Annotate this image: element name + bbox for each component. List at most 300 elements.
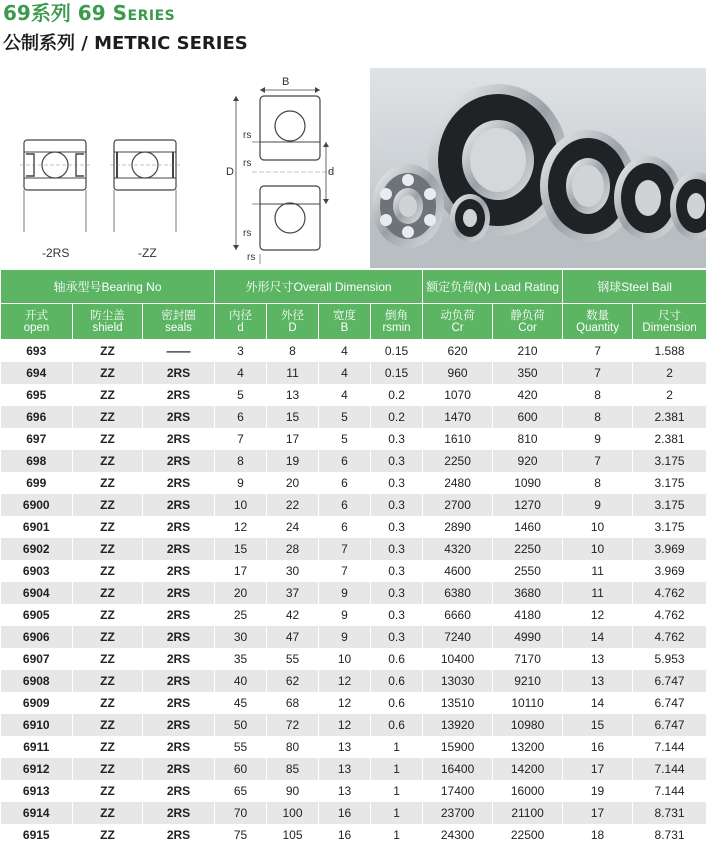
table-row [1,406,706,428]
table-cell: 697 [1,428,73,450]
table-cell: 17 [563,758,633,780]
table-cell: 2RS [143,362,215,384]
table-row [1,362,706,384]
table-cell: 7170 [493,648,563,670]
column-header-en: Dimension [642,321,697,334]
table-cell: ZZ [73,736,143,758]
table-cell: 16 [563,736,633,758]
title-series-word: Series [112,1,176,25]
table-cell: 12 [215,516,267,538]
table-cell: 810 [493,428,563,450]
table-cell: 14200 [493,758,563,780]
table-cell: 0.3 [371,494,423,516]
header-overall-dimension: 外形尺寸Overall Dimension [215,270,423,304]
table-cell: 1610 [423,428,493,450]
table-cell: 2RS [143,780,215,802]
table-cell: 2RS [143,538,215,560]
table-row [1,648,706,670]
page-subtitle: 公制系列 / METRIC SERIES [3,33,248,54]
table-cell: 3.969 [633,560,706,582]
label-2rs: -2RS [42,246,70,260]
table-cell: 17 [563,802,633,824]
table-cell: 5 [319,406,371,428]
table-cell: ZZ [73,692,143,714]
column-header-cn: 开式 [25,309,48,322]
table-cell: 30 [267,560,319,582]
column-header-b [319,304,371,340]
table-cell: 13920 [423,714,493,736]
table-cell: 0.3 [371,604,423,626]
table-cell: 420 [493,384,563,406]
table-cell: ZZ [73,450,143,472]
table-cell: ZZ [73,494,143,516]
column-header-en: Quantity [576,321,619,334]
table-cell: 2250 [493,538,563,560]
bearing-open [372,164,444,248]
table-cell: 1090 [493,472,563,494]
table-cell: 60 [215,758,267,780]
table-cell: 4990 [493,626,563,648]
bearing-zz-drawing [108,132,184,240]
table-cell: 25 [215,604,267,626]
bearing-spec-table [0,269,706,846]
table-cell: 2890 [423,516,493,538]
table-cell: 10 [563,538,633,560]
table-cell: 11 [563,560,633,582]
column-header-rsmin [371,304,423,340]
table-cell: 0.6 [371,714,423,736]
column-header-cor [493,304,563,340]
table-cell: 80 [267,736,319,758]
table-cell: ZZ [73,626,143,648]
table-row [1,604,706,626]
table-cell: 24300 [423,824,493,846]
table-cell: 4.762 [633,582,706,604]
table-cell: 1470 [423,406,493,428]
table-cell: ZZ [73,406,143,428]
table-row [1,582,706,604]
table-cell: ZZ [73,604,143,626]
table-cell: 14 [563,626,633,648]
table-cell: 2RS [143,406,215,428]
table-row [1,692,706,714]
table-cell: 37 [267,582,319,604]
table-cell: 3.175 [633,516,706,538]
table-cell: 0.6 [371,670,423,692]
table-cell: 2RS [143,736,215,758]
table-cell: 0.3 [371,538,423,560]
table-cell: 7240 [423,626,493,648]
table-cell: 100 [267,802,319,824]
table-cell: 15 [267,406,319,428]
table-cell: 13510 [423,692,493,714]
table-cell: 16 [319,802,371,824]
table-cell: 19 [267,450,319,472]
table-cell: 350 [493,362,563,384]
table-cell: 6912 [1,758,73,780]
table-cell: 2RS [143,604,215,626]
table-cell: 10110 [493,692,563,714]
table-body [1,340,706,847]
table-cell: 6906 [1,626,73,648]
table-cell: 70 [215,802,267,824]
table-cell: 2RS [143,428,215,450]
table-cell: ZZ [73,802,143,824]
table-cell: 13 [267,384,319,406]
table-cell: 7.144 [633,780,706,802]
column-header-cn: 动负荷 [440,309,475,322]
table-cell: 6911 [1,736,73,758]
table-cell: 17400 [423,780,493,802]
table-cell: 10980 [493,714,563,736]
table-cell: 13 [319,758,371,780]
table-cell: 0.3 [371,428,423,450]
table-cell: 0.2 [371,406,423,428]
column-header-cn: 内径 [229,309,253,322]
table-cell: 600 [493,406,563,428]
table-cell: 7 [563,450,633,472]
table-cell: 2.381 [633,428,706,450]
table-cell: 2RS [143,472,215,494]
table-cell: 62 [267,670,319,692]
column-header-en: open [23,321,50,334]
column-header-d [267,304,319,340]
table-cell: 699 [1,472,73,494]
table-row [1,472,706,494]
table-cell: 105 [267,824,319,846]
table-cell: 8 [563,384,633,406]
table-cell: 6913 [1,780,73,802]
table-cell: 4 [215,362,267,384]
column-header-en: D [288,321,297,334]
table-cell: 6902 [1,538,73,560]
table-cell: 6380 [423,582,493,604]
column-header-cn: 静负荷 [510,309,545,322]
dim-d-inner-label: d [328,166,335,178]
table-cell: 6.747 [633,692,706,714]
table-cell: 12 [319,670,371,692]
table-cell: 4.762 [633,626,706,648]
table-cell: 2RS [143,758,215,780]
table-cell: 23700 [423,802,493,824]
table-cell: 8 [563,472,633,494]
column-header-dimension [633,304,706,340]
table-cell: 6904 [1,582,73,604]
table-cell: 8.731 [633,802,706,824]
table-cell: 2RS [143,692,215,714]
table-cell: 4600 [423,560,493,582]
table-cell: 30 [215,626,267,648]
column-header-en: Cor [518,321,537,334]
table-cell: 3.175 [633,494,706,516]
table-cell: 13 [319,780,371,802]
column-header-cn: 防尘盖 [90,309,125,322]
table-cell: 6914 [1,802,73,824]
table-row [1,516,706,538]
table-cell: 1 [371,824,423,846]
table-cell: 4320 [423,538,493,560]
table-row [1,340,706,363]
table-cell: 55 [215,736,267,758]
table-cell: 18 [563,824,633,846]
table-cell: 5 [319,428,371,450]
table-row [1,670,706,692]
table-cell: 47 [267,626,319,648]
table-row [1,626,706,648]
table-cell: 6908 [1,670,73,692]
table-cell: ZZ [73,714,143,736]
label-zz: -ZZ [138,246,157,260]
table-cell: 4 [319,340,371,363]
table-cell: 10 [563,516,633,538]
table-cell: ZZ [73,758,143,780]
table-cell: 5 [215,384,267,406]
table-cell: 2RS [143,516,215,538]
table-cell: 2RS [143,626,215,648]
column-header-en: d [237,321,244,334]
table-row [1,780,706,802]
table-cell: 7 [563,362,633,384]
table-cell: 42 [267,604,319,626]
table-cell: 6 [319,516,371,538]
column-header-seals [143,304,215,340]
table-cell: 2550 [493,560,563,582]
table-cell: 7 [319,560,371,582]
column-header-en: shield [92,321,123,334]
bearing-2rs-drawing [18,132,94,240]
table-cell: ZZ [73,780,143,802]
table-cell: 6903 [1,560,73,582]
table-cell: ZZ [73,670,143,692]
column-header-cn: 倒角 [385,309,409,322]
column-header-en: Cr [451,321,464,334]
table-cell: 1270 [493,494,563,516]
table-cell: 17 [215,560,267,582]
table-cell: 9 [319,582,371,604]
table-cell: 2RS [143,802,215,824]
table-cell: 22 [267,494,319,516]
header-load-rating: 额定负荷(N) Load Rating [423,270,563,304]
dim-rs-label-4: rs [247,252,256,263]
table-cell: 8 [267,340,319,363]
table-cell: 2250 [423,450,493,472]
table-cell: 7 [563,340,633,363]
table-cell: 1 [371,758,423,780]
table-cell: 6 [215,406,267,428]
header-steel-ball: 钢球Steel Ball [563,270,706,304]
table-cell: 2RS [143,560,215,582]
column-header-cn: 宽度 [333,309,357,322]
bearings-photo [370,68,706,268]
column-header-cn: 尺寸 [658,309,682,322]
column-header-d [215,304,267,340]
table-cell: 19 [563,780,633,802]
table-cell: 4 [319,384,371,406]
table-cell: 2 [633,384,706,406]
table-cell: 7.144 [633,758,706,780]
table-cell: ZZ [73,648,143,670]
table-cell: 0.15 [371,362,423,384]
table-cell: 2RS [143,582,215,604]
table-cell: 72 [267,714,319,736]
table-row [1,538,706,560]
table-cell: ZZ [73,516,143,538]
table-cell: ZZ [73,538,143,560]
table-cell: 3.175 [633,472,706,494]
column-header-cn: 密封圈 [161,309,196,322]
title-series: 69系列 69 [3,1,106,25]
table-cell: 6.747 [633,670,706,692]
table-row [1,494,706,516]
table-cell: 1 [371,802,423,824]
table-cell: 12 [319,714,371,736]
table-cell: 28 [267,538,319,560]
table-cell: 6910 [1,714,73,736]
table-cell: 0.3 [371,516,423,538]
table-cell: 698 [1,450,73,472]
dim-rs-label-1: rs [243,130,252,141]
table-cell: 5.953 [633,648,706,670]
table-row [1,736,706,758]
table-row [1,560,706,582]
table-cell: 2480 [423,472,493,494]
table-cell: 2RS [143,384,215,406]
table-cell: 21100 [493,802,563,824]
table-cell: 4.762 [633,604,706,626]
table-row [1,714,706,736]
table-cell: 9 [563,428,633,450]
column-header-row [1,304,706,340]
table-cell: 1.588 [633,340,706,363]
table-cell: 2RS [143,714,215,736]
table-cell: ZZ [73,582,143,604]
table-cell: 9 [319,626,371,648]
table-cell: 8 [563,406,633,428]
table-cell: 7 [215,428,267,450]
table-cell: 55 [267,648,319,670]
column-header-en: seals [165,321,192,334]
table-cell: 17 [267,428,319,450]
table-cell: 3680 [493,582,563,604]
table-cell: 50 [215,714,267,736]
table-cell: 0.15 [371,340,423,363]
table-cell: 22500 [493,824,563,846]
page-title [3,0,175,26]
table-cell: 40 [215,670,267,692]
table-cell: 6909 [1,692,73,714]
table-cell: ZZ [73,560,143,582]
table-cell: 13200 [493,736,563,758]
table-cell: 0.6 [371,648,423,670]
dim-b-label: B [282,76,290,88]
table-cell: ZZ [73,384,143,406]
table-cell: 920 [493,450,563,472]
column-header-quantity [563,304,633,340]
table-cell: 2RS [143,648,215,670]
table-cell: 6900 [1,494,73,516]
table-cell: 0.3 [371,560,423,582]
table-cell: 11 [563,582,633,604]
table-cell: 9 [319,604,371,626]
table-cell: ZZ [73,824,143,846]
table-cell: 695 [1,384,73,406]
dim-d-outer-label: D [226,166,234,178]
table-cell: 6907 [1,648,73,670]
table-cell: 13 [563,648,633,670]
table-cell: 90 [267,780,319,802]
table-cell: 693 [1,340,73,363]
table-cell: 75 [215,824,267,846]
table-cell: 4180 [493,604,563,626]
table-cell: ZZ [73,428,143,450]
table-cell: 13 [563,670,633,692]
table-cell: 2RS [143,494,215,516]
table-cell: ZZ [73,362,143,384]
table-cell: 0.3 [371,582,423,604]
table-cell: —— [143,340,215,363]
table-cell: 15 [215,538,267,560]
table-cell: 14 [563,692,633,714]
table-row [1,450,706,472]
table-cell: ZZ [73,472,143,494]
table-cell: 2 [633,362,706,384]
table-cell: 20 [215,582,267,604]
table-cell: 0.3 [371,626,423,648]
table-cell: 9 [563,494,633,516]
bearing-mini [450,194,490,242]
table-cell: 1 [371,736,423,758]
table-cell: 960 [423,362,493,384]
table-cell: 4 [319,362,371,384]
table-cell: 6 [319,450,371,472]
table-cell: 10400 [423,648,493,670]
table-cell: 694 [1,362,73,384]
table-cell: 2RS [143,824,215,846]
table-cell: 15 [563,714,633,736]
table-cell: 13030 [423,670,493,692]
table-cell: 210 [493,340,563,363]
header-bearing-no: 轴承型号Bearing No [1,270,215,304]
table-cell: 3 [215,340,267,363]
table-cell: 13 [319,736,371,758]
table-cell: 620 [423,340,493,363]
table-cell: 12 [563,604,633,626]
table-cell: 0.2 [371,384,423,406]
dim-rs-label-3: rs [243,228,252,239]
table-cell: ZZ [73,340,143,363]
dim-rs-label-2: rs [243,158,252,169]
table-cell: 45 [215,692,267,714]
column-header-cr [423,304,493,340]
column-header-en: rsmin [382,321,411,334]
table-cell: 0.6 [371,692,423,714]
table-cell: 11 [267,362,319,384]
table-cell: 8 [215,450,267,472]
table-cell: 1 [371,780,423,802]
table-cell: 0.3 [371,472,423,494]
table-cell: 6 [319,472,371,494]
table-cell: 9 [215,472,267,494]
table-cell: 12 [319,692,371,714]
table-cell: 7.144 [633,736,706,758]
table-row [1,428,706,450]
table-cell: 15900 [423,736,493,758]
table-cell: 2.381 [633,406,706,428]
table-cell: 1460 [493,516,563,538]
table-row [1,758,706,780]
table-cell: 85 [267,758,319,780]
table-cell: 6.747 [633,714,706,736]
